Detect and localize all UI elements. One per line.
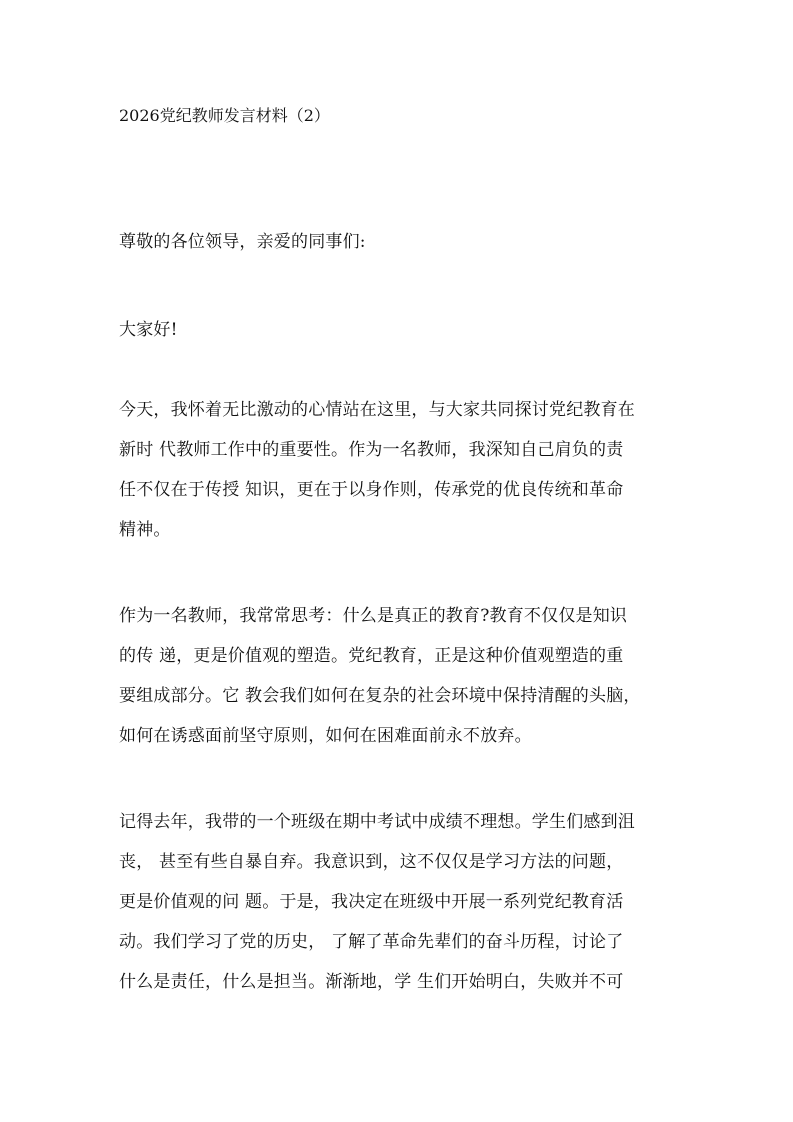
- paragraph-3-line-1: 记得去年，我带的一个班级在期中考试中成绩不理想。学生们感到沮: [119, 812, 635, 832]
- paragraph-2-line-2: 的传 递，更是价值观的塑造。党纪教育，正是这种价值观塑造的重: [119, 646, 624, 666]
- paragraph-3-line-3: 更是价值观的问 题。于是，我决定在班级中开展一系列党纪教育活: [119, 892, 624, 912]
- paragraph-1-line-2: 新时 代教师工作中的重要性。作为一名教师，我深知自己肩负的责: [119, 440, 624, 460]
- document-title: 2026党纪教师发言材料（2）: [119, 106, 330, 125]
- paragraph-2-line-4: 如何在诱惑面前坚守原则，如何在困难面前永不放弃。: [119, 726, 532, 746]
- greeting-line: 尊敬的各位领导，亲爱的同事们:: [119, 232, 366, 252]
- paragraph-3-line-4: 动。我们学习了党的历史， 了解了革命先辈们的奋斗历程，讨论了: [119, 932, 624, 952]
- paragraph-2-line-1: 作为一名教师，我常常思考：什么是真正的教育?教育不仅仅是知识: [119, 606, 628, 626]
- paragraph-1-line-3: 任不仅在于传授 知识，更在于以身作则，传承党的优良传统和革命: [119, 480, 624, 500]
- paragraph-3-line-2: 丧， 甚至有些自暴自弃。我意识到，这不仅仅是学习方法的问题，: [119, 852, 624, 872]
- paragraph-1-line-4: 精神。: [119, 520, 171, 540]
- hello-line: 大家好!: [119, 320, 178, 340]
- paragraph-1-line-1: 今天，我怀着无比激动的心情站在这里，与大家共同探讨党纪教育在: [119, 400, 635, 420]
- paragraph-3-line-5: 什么是责任，什么是担当。渐渐地，学 生们开始明白，失败并不可: [119, 972, 624, 992]
- paragraph-2-line-3: 要组成部分。它 教会我们如何在复杂的社会环境中保持清醒的头脑，: [119, 686, 641, 706]
